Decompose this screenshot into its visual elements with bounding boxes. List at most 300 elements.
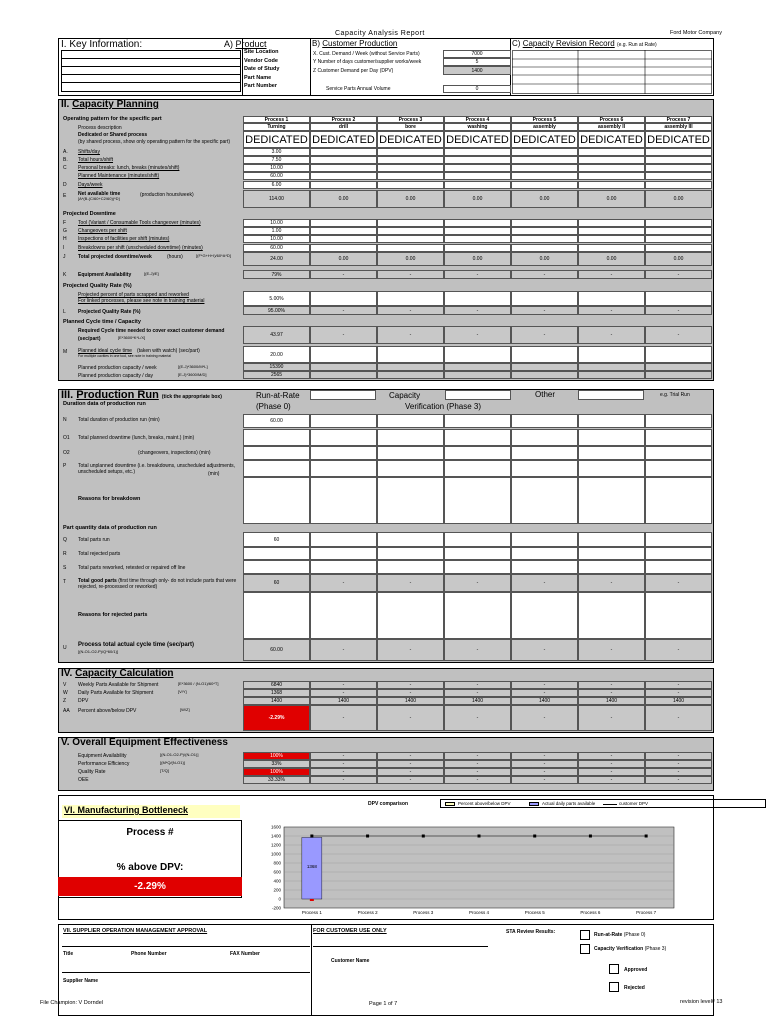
total-parts-2[interactable] [310,532,377,547]
capacity-week-formula: [(E-J)*3600/M*L] [178,364,208,369]
planning-row-value-2[interactable]: 10.00 [243,164,310,172]
dt-value-1[interactable]: 1.00 [243,227,310,235]
planned-downtime-7[interactable] [645,429,712,446]
unplanned-downtime-label: Total unplanned downtime (i.e. breakdowns, unscheduled adjustments, unscheduled setups, etc.) [78,463,236,475]
reasons-breakdown-4[interactable] [444,477,511,524]
planning-row-4-p7[interactable] [645,181,712,189]
dt-row-3-p3[interactable] [377,244,444,252]
scrap-percent-p4[interactable] [444,291,511,306]
key-information-title: I. Key Information: [61,39,143,50]
cp-title: Customer Production [322,39,398,48]
row-key-j: J [63,254,66,260]
dpv-chart [244,797,712,917]
planning-row-4-p6[interactable] [578,181,645,189]
process-header-6: Process 6 [578,116,645,123]
required-cycle-4: - [444,326,511,344]
total-parts-7[interactable] [645,532,712,547]
planned-downtime-5[interactable] [511,429,578,446]
net-available-formula: [A*(B-(C/60+C2/60))*D] [78,196,120,201]
rejected-parts-5[interactable] [511,547,578,560]
good-parts-note: (first time through only- do not include parts that were rejected, re-processed or reworked) [78,578,237,590]
row-key-4: D [63,182,67,188]
good-parts-3: - [377,574,444,592]
oee-performance-7: - [645,760,712,768]
dt-row-3-p4[interactable] [444,244,511,252]
rejected-checkbox[interactable] [609,982,619,992]
process-description-7[interactable]: assembly III [645,123,712,131]
planning-row-3-p2[interactable] [310,172,377,180]
phase3-label: Capacity [389,391,421,400]
weekly-parts-3: - [377,681,444,689]
planning-row-0-p3[interactable] [377,148,444,156]
process-description-2[interactable]: drill [310,123,377,131]
capacity-calculation-title [61,668,173,679]
reworked-parts-4[interactable] [444,560,511,574]
planning-row-1-p3[interactable] [377,156,444,164]
dt-key-1: G [63,228,67,234]
phase0-checkbox[interactable] [310,390,376,400]
capacity-day-p6 [578,371,645,379]
dt-row-1-p4[interactable] [444,227,511,235]
oee-performance-formula: [(M*Q/(N-O1)] [160,760,185,765]
cycle-time-title: Planned Cycle time / Capacity [63,319,141,325]
total-downtime-note: (hours) [167,254,183,260]
changeover-downtime-4[interactable] [444,446,511,460]
good-parts-6: - [578,574,645,592]
duration-4[interactable] [444,414,511,428]
changeover-downtime-3[interactable] [377,446,444,460]
process-header-7: Process 7 [645,116,712,123]
planning-row-3-p5[interactable] [511,172,578,180]
customer-production-title [312,39,397,48]
quality-rate-6: - [578,306,645,315]
dt-row-2-p6[interactable] [578,235,645,243]
required-cycle-5: - [511,326,578,344]
field-vendor-code: Vendor Code [244,57,278,64]
phase3-checkbox[interactable] [445,390,511,400]
reasons-rejected-3[interactable] [377,592,444,639]
ideal-cycle-label: Planned ideal cycle time [78,348,132,354]
ideal-cycle-p6[interactable] [578,346,645,363]
planning-row-value-3[interactable]: 60.00 [243,172,310,180]
actual-cycle-4: - [444,639,511,661]
changeover-downtime-2[interactable] [310,446,377,460]
oee-value-4: - [444,776,511,784]
planning-row-0-p5[interactable] [511,148,578,156]
oee-value-7: - [645,776,712,784]
reasons-rejected-7[interactable] [645,592,712,639]
reasons-rejected-5[interactable] [511,592,578,639]
reworked-parts-3[interactable] [377,560,444,574]
total-parts-4[interactable] [444,532,511,547]
net-available-note: (production hours/week) [140,192,194,198]
planning-row-3-p6[interactable] [578,172,645,180]
unplanned-downtime-2[interactable] [310,460,377,477]
planned-downtime-2[interactable] [310,429,377,446]
dpv-point [310,835,313,838]
reasons-rejected-1[interactable] [243,592,310,639]
reasons-breakdown-1[interactable] [243,477,310,524]
row-key-2: C [63,165,67,171]
changeover-downtime-label: (changeovers, inspections) (min) [138,450,211,456]
pct-dpv-formula: [W/Z] [180,707,190,712]
weekly-parts-4: - [444,681,511,689]
dt-label-3: Breakdowns per shift (unscheduled downtime) (minutes) [78,245,203,251]
reasons-breakdown-6[interactable] [578,477,645,524]
reasons-breakdown-3[interactable] [377,477,444,524]
dt-row-3-p6[interactable] [578,244,645,252]
planning-row-1-p6[interactable] [578,156,645,164]
approval-fax-label: FAX Number [230,951,261,957]
chart-area [244,797,712,917]
ideal-cycle-p3[interactable] [377,346,444,363]
planning-row-3-p4[interactable] [444,172,511,180]
planned-downtime-label: Total planned downtime (lunch, breaks, maint.) (min) [78,435,195,441]
field-part-name: Part Name [244,74,272,81]
dt-row-1-p3[interactable] [377,227,444,235]
planning-row-4-p3[interactable] [377,181,444,189]
planning-row-0-p2[interactable] [310,148,377,156]
process-description-4[interactable]: washing [444,123,511,131]
planning-row-2-p7[interactable] [645,164,712,172]
planning-row-0-p6[interactable] [578,148,645,156]
capacity-week-p2 [310,363,377,371]
planning-row-label-4: Days/week [78,182,103,188]
scrap-percent-p3[interactable] [377,291,444,306]
dt-row-1-p2[interactable] [310,227,377,235]
row-key-l: L [63,309,66,315]
dedicated-select-6[interactable]: DEDICATED [578,131,645,148]
projected-downtime-title: Projected Downtime [63,211,116,217]
reasons-rejected-4[interactable] [444,592,511,639]
total-parts-3[interactable] [377,532,444,547]
changeover-downtime-7[interactable] [645,446,712,460]
reworked-parts-7[interactable] [645,560,712,574]
company-name: Ford Motor Company [670,30,722,36]
quality-rate-3: - [377,306,444,315]
planning-row-label-3: Planned Maintenance (minutes/shift) [78,173,160,179]
calc-key-aa: AA [63,708,70,714]
planning-row-4-p2[interactable] [310,181,377,189]
equipment-availability-5: - [511,270,578,279]
reasons-breakdown-2[interactable] [310,477,377,524]
capacity-week-label: Planned production capacity / week [78,365,157,371]
changeover-downtime-1[interactable] [243,446,310,460]
oee-availability-1: 100% [243,752,310,760]
reworked-parts-1[interactable] [243,560,310,574]
approval-line-1 [62,946,310,947]
oee-quality-3: - [377,768,444,776]
revision-record-grid[interactable] [512,50,712,94]
dpv-point [589,835,592,838]
unplanned-downtime-4[interactable] [444,460,511,477]
dt-row-0-p2[interactable] [310,219,377,227]
cust-demand-week-value[interactable]: 7000 [443,50,511,58]
oee-availability-3: - [377,752,444,760]
scrap-percent-p7[interactable] [645,291,712,306]
dt-value-0[interactable]: 10.00 [243,219,310,227]
actual-cycle-5: - [511,639,578,661]
calc-key-dpv: Z [63,698,67,704]
y-tick-label: 1600 [270,824,281,830]
dt-row-1-p6[interactable] [578,227,645,235]
process-description-5[interactable]: assembly [511,123,578,131]
dt-row-0-p3[interactable] [377,219,444,227]
planned-downtime-3[interactable] [377,429,444,446]
y-tick-label: -200 [271,905,281,911]
dedicated-select-7[interactable]: DEDICATED [645,131,712,148]
service-parts-label: Service Parts Annual Volume [326,86,391,92]
actual-cycle-7: - [645,639,712,661]
row-key-1: B. [63,157,68,163]
planning-row-value-1[interactable]: 7.50 [243,156,310,164]
other-checkbox[interactable] [578,390,644,400]
dt-row-2-p2[interactable] [310,235,377,243]
rejected-parts-label: Total rejected parts [78,551,121,557]
reasons-rejected-label: Reasons for rejected parts [78,612,148,618]
planning-row-2-p3[interactable] [377,164,444,172]
equipment-availability-4: - [444,270,511,279]
dedicated-select-1[interactable]: DEDICATED [243,131,310,148]
planning-row-1-p5[interactable] [511,156,578,164]
planned-downtime-4[interactable] [444,429,511,446]
weekly-parts-2: - [310,681,377,689]
dt-row-0-p6[interactable] [578,219,645,227]
planning-row-1-p2[interactable] [310,156,377,164]
dt-row-3-p7[interactable] [645,244,712,252]
bottleneck-process: Process # [126,827,174,838]
planning-row-label-0: Shifts/day [78,149,100,155]
key-input-grid[interactable] [61,50,241,92]
capacity-day-p2 [310,371,377,379]
oee-value-label: OEE [78,777,89,783]
required-cycle-7: - [645,326,712,344]
total-parts-6[interactable] [578,532,645,547]
scrap-percent-p2[interactable] [310,291,377,306]
dt-row-2-p3[interactable] [377,235,444,243]
dpv-label: DPV [78,698,89,704]
oee-quality-5: - [511,768,578,776]
planning-row-1-p7[interactable] [645,156,712,164]
total-parts-label: Total parts run [78,537,110,543]
rejected-parts-7[interactable] [645,547,712,560]
rejected-parts-4[interactable] [444,547,511,560]
planning-row-2-p5[interactable] [511,164,578,172]
pct-dpv-label: Percent above/below DPV [78,708,137,714]
phase0-sub: (Phase 0) [256,402,291,411]
planning-row-3-p7[interactable] [645,172,712,180]
duration-label: Total duration of production run (min) [78,417,160,423]
dpv-value: 1400 [443,66,511,75]
dpv-1: 1400 [243,697,310,705]
dpv-2: 1400 [310,697,377,705]
ideal-cycle-p5[interactable] [511,346,578,363]
reasons-rejected-2[interactable] [310,592,377,639]
planning-row-label-1: Total hours/shift [78,157,114,163]
dt-value-2[interactable]: 10.00 [243,235,310,243]
oee-quality-label: Quality Rate [78,769,106,775]
bottleneck-title-text: VI. Manufacturing Bottleneck [64,805,189,815]
actual-cycle-1: 60.00 [243,639,310,661]
quality-rate-title: Projected Quality Rate (%) [63,283,132,289]
oee-performance-4: - [444,760,511,768]
dt-row-0-p7[interactable] [645,219,712,227]
run-key-duration: N [63,417,67,423]
ideal-cycle-value[interactable]: 20.00 [243,346,310,363]
planning-row-2-p2[interactable] [310,164,377,172]
weekly-parts-1: 6840 [243,681,310,689]
reworked-parts-5[interactable] [511,560,578,574]
total-parts-5[interactable] [511,532,578,547]
quality-rate-label: Projected Quality Rate (%) [78,309,141,315]
pct-dpv-6: - [578,705,645,731]
scrap-percent-p5[interactable] [511,291,578,306]
duration-3[interactable] [377,414,444,428]
reworked-parts-6[interactable] [578,560,645,574]
service-parts-value[interactable]: 0 [443,85,511,93]
cc-title: Capacity Calculation [75,668,174,679]
dt-row-1-p5[interactable] [511,227,578,235]
planning-row-4-p4[interactable] [444,181,511,189]
reasons-breakdown-7[interactable] [645,477,712,524]
run-key-good-parts: T [63,579,67,585]
oee-availability-7: - [645,752,712,760]
y-tick-label: 1000 [270,851,281,857]
field-date-of-study: Date of Study [244,66,280,72]
ideal-cycle-p4[interactable] [444,346,511,363]
pct-dpv-bar [310,899,314,901]
oee-performance-6: - [578,760,645,768]
net-available-label: Net available time [78,191,121,197]
ideal-cycle-p7[interactable] [645,346,712,363]
bottleneck-above-label: % above DPV: [116,862,184,873]
changeover-downtime-6[interactable] [578,446,645,460]
weekly-parts-5: - [511,681,578,689]
unplanned-downtime-7[interactable] [645,460,712,477]
approval-title-label: Title [63,951,74,957]
planning-row-1-p4[interactable] [444,156,511,164]
process-description-1[interactable]: Turning [243,123,310,131]
planning-row-2-p4[interactable] [444,164,511,172]
approved-label: Approved [624,967,648,973]
planning-row-0-p4[interactable] [444,148,511,156]
duration-5[interactable] [511,414,578,428]
dt-value-3[interactable]: 60.00 [243,244,310,252]
dt-row-2-p4[interactable] [444,235,511,243]
dedicated-select-3[interactable]: DEDICATED [377,131,444,148]
oee-value-5: - [511,776,578,784]
planning-row-4-p5[interactable] [511,181,578,189]
capacity-day-p4 [444,371,511,379]
duration-2[interactable] [310,414,377,428]
unplanned-downtime-3[interactable] [377,460,444,477]
weekly-parts-label: Weekly Parts Available for Shipment [78,682,159,688]
dt-row-0-p4[interactable] [444,219,511,227]
report-title: Capacity Analysis Report [335,30,425,37]
reasons-breakdown-5[interactable] [511,477,578,524]
changeover-downtime-5[interactable] [511,446,578,460]
unplanned-downtime-1[interactable] [243,460,310,477]
legend-actual: Actual daily parts available [542,801,596,806]
planning-row-3-p3[interactable] [377,172,444,180]
process-description-3[interactable]: bore [377,123,444,131]
total-parts-1[interactable]: 60 [243,532,310,547]
oee-quality-1: 100% [243,768,310,776]
y-tick-label: 400 [273,878,281,884]
rejected-parts-1[interactable] [243,547,310,560]
rejected-parts-6[interactable] [578,547,645,560]
days-per-week-value[interactable]: 5 [443,58,511,66]
dt-row-1-p7[interactable] [645,227,712,235]
scrap-percent-value[interactable]: 5.00% [243,291,310,306]
ideal-cycle-p2[interactable] [310,346,377,363]
run-key-total-parts: Q [63,537,67,543]
planned-downtime-1[interactable] [243,429,310,446]
required-cycle-label: Required Cycle time needed to cover exact customer demand [78,328,225,334]
duration-6[interactable] [578,414,645,428]
oee-quality-7: - [645,768,712,776]
equipment-availability-2: - [310,270,377,279]
capacity-verification-checkbox[interactable] [580,944,590,954]
reasons-rejected-6[interactable] [578,592,645,639]
capacity-week-value: 15390 [243,363,310,371]
dt-row-3-p5[interactable] [511,244,578,252]
duration-7[interactable] [645,414,712,428]
dedicated-select-4[interactable]: DEDICATED [444,131,511,148]
rejected-parts-3[interactable] [377,547,444,560]
duration-1[interactable]: 60.00 [243,414,310,428]
dedicated-select-5[interactable]: DEDICATED [511,131,578,148]
reworked-parts-2[interactable] [310,560,377,574]
dt-row-2-p5[interactable] [511,235,578,243]
required-cycle-note: (sec/part) [78,336,101,342]
dt-row-2-p7[interactable] [645,235,712,243]
oee-performance-1: 33% [243,760,310,768]
dedicated-select-2[interactable]: DEDICATED [310,131,377,148]
customer-use-title: FOR CUSTOMER USE ONLY [313,928,387,934]
oee-value-2: - [310,776,377,784]
scrap-percent-p6[interactable] [578,291,645,306]
dpv-point [422,835,425,838]
rejected-parts-2[interactable] [310,547,377,560]
dt-row-0-p5[interactable] [511,219,578,227]
dpv-point [366,835,369,838]
dt-row-3-p2[interactable] [310,244,377,252]
footer-champion: File Champion: V Dorndel [40,1000,103,1006]
weekly-parts-6: - [578,681,645,689]
unplanned-downtime-6[interactable] [578,460,645,477]
run-at-rate-checkbox[interactable] [580,930,590,940]
weekly-parts-7: - [645,681,712,689]
bottleneck-title [62,805,240,818]
planning-row-value-4[interactable]: 6.00 [243,181,310,189]
process-description-6[interactable]: assembly II [578,123,645,131]
required-cycle-1: 43.97 [243,326,310,344]
approval-line-2 [62,972,310,973]
required-cycle-6: - [578,326,645,344]
y-tick-label: 600 [273,869,281,875]
x-tick-label: Process 7 [636,910,657,915]
process-header-4: Process 4 [444,116,511,123]
planning-row-0-p7[interactable] [645,148,712,156]
planning-row-value-0[interactable]: 3.00 [243,148,310,156]
approved-checkbox[interactable] [609,964,619,974]
planning-row-2-p6[interactable] [578,164,645,172]
y-tick-label: 1200 [270,842,281,848]
planned-downtime-6[interactable] [578,429,645,446]
unplanned-downtime-5[interactable] [511,460,578,477]
operating-pattern-label: Operating pattern for the specific part [63,116,162,122]
